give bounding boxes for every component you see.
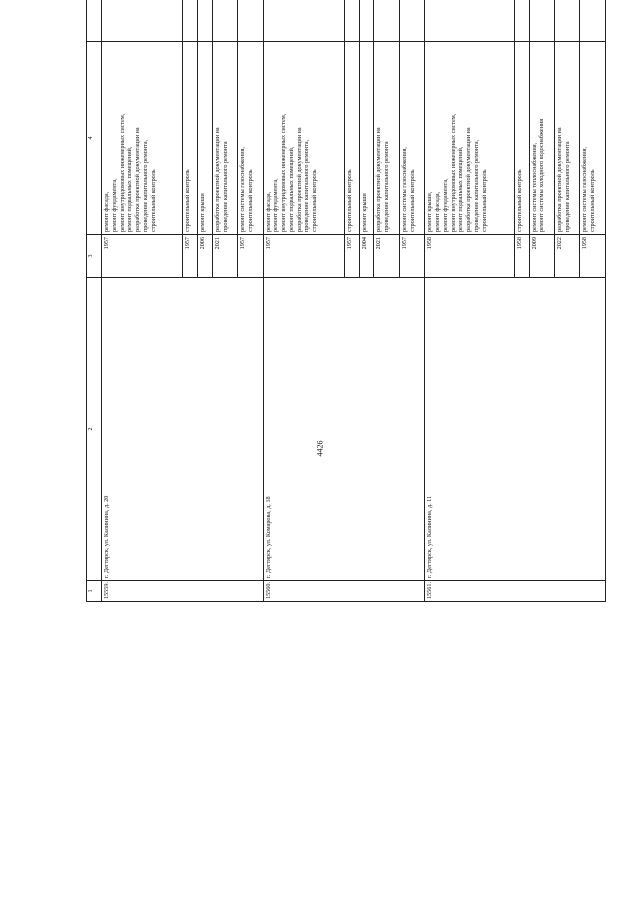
year-cell: 1957	[399, 235, 424, 278]
work-item: ремонт внутридомовых инженерных систем,	[118, 113, 126, 232]
building-number: 15559.	[102, 581, 264, 602]
work-item: проведение капитального ремонта	[383, 141, 391, 232]
year-cell: 2004	[359, 235, 374, 278]
work-item: строительный контроль	[311, 169, 319, 232]
table-row	[263, 0, 344, 602]
work-item: разработка проектной документации на	[213, 127, 221, 232]
works-cell	[344, 42, 359, 235]
work-item: строительный контроль	[184, 169, 192, 232]
work-item: проведение капитального ремонта	[563, 141, 571, 232]
building-number: 15560.	[263, 581, 425, 602]
year-cell: 1957	[183, 235, 198, 278]
work-item: ремонт крыши	[199, 193, 207, 232]
building-address: г. Дегтярск, ул. Калинина, д. 11	[425, 278, 606, 581]
column-number: 1	[87, 581, 102, 602]
work-item: ремонт системы газоснабжения,	[400, 147, 408, 232]
work-item: строительный контроль	[589, 169, 597, 232]
column-number: 2	[87, 278, 102, 581]
period-cell	[399, 0, 424, 42]
column-number-row	[87, 0, 102, 602]
works-cell	[359, 42, 374, 235]
column-number: 3	[87, 235, 102, 278]
works-cell	[425, 42, 514, 235]
work-item: ремонт фундамента,	[441, 178, 449, 232]
work-item: строительный контроль	[149, 169, 157, 232]
work-item: разработка проектной документации на	[134, 127, 142, 232]
period-cell	[374, 0, 399, 42]
work-item: ремонт подвальных помещений,	[457, 146, 465, 232]
period-cell	[529, 0, 554, 42]
works-cell	[198, 42, 213, 235]
work-item: проведение капитального ремонта	[221, 141, 229, 232]
year-cell: 1958	[425, 235, 514, 278]
works-cell	[183, 42, 198, 235]
work-item: разработка проектной документации на	[295, 127, 303, 232]
work-item: разработка проектной документации на	[375, 127, 383, 232]
table-row	[425, 0, 514, 602]
work-item: разработка проектной документации на	[465, 127, 473, 232]
work-item: ремонт фундамента,	[272, 178, 280, 232]
year-cell: 2021	[374, 235, 399, 278]
period-cell	[212, 0, 237, 42]
work-item: проведение капитального ремонта,	[303, 139, 311, 232]
year-cell: 1957	[102, 235, 183, 278]
year-cell: 2021	[212, 235, 237, 278]
work-item: ремонт фасада,	[434, 191, 442, 232]
works-cell	[580, 42, 606, 235]
period-cell	[263, 0, 344, 42]
work-item: ремонт фундамента,	[110, 178, 118, 232]
year-cell: 1957	[263, 235, 344, 278]
period-cell	[554, 0, 579, 42]
column-number	[87, 0, 102, 42]
work-item: ремонт фасада,	[264, 191, 272, 232]
period-cell	[238, 0, 263, 42]
work-item: строительный контроль	[408, 169, 416, 232]
work-item: строительный контроль	[480, 169, 488, 232]
work-item: ремонт системы холодного водоснабжения	[538, 118, 546, 232]
building-number: 15561.	[425, 581, 606, 602]
year-cell: 2006	[198, 235, 213, 278]
column-number: 4	[87, 42, 102, 235]
work-item: строительный контроль	[345, 169, 353, 232]
works-cell	[554, 42, 579, 235]
table-stage	[86, 0, 606, 602]
year-cell: 2022	[554, 235, 579, 278]
work-item: строительный контроль	[247, 169, 255, 232]
period-cell	[425, 0, 514, 42]
year-cell: 1958	[514, 235, 529, 278]
work-item: ремонт внутридомовых инженерных систем,	[449, 113, 457, 232]
building-address: г. Дегтярск, ул. Комарова, д. 18	[263, 278, 425, 581]
repair-schedule-table	[86, 0, 606, 602]
building-address: г. Дегтярск, ул. Калинина, д. 20	[102, 278, 264, 581]
period-cell	[580, 0, 606, 42]
page-number: 4426	[315, 440, 325, 457]
works-cell	[238, 42, 263, 235]
work-item: ремонт системы теплоснабжения,	[530, 142, 538, 232]
works-cell	[212, 42, 237, 235]
period-cell	[359, 0, 374, 42]
year-cell: 1957	[344, 235, 359, 278]
work-item: ремонт подвальных помещений,	[126, 146, 134, 232]
works-cell	[514, 42, 529, 235]
work-item: ремонт крыши,	[426, 191, 434, 232]
period-cell	[102, 0, 183, 42]
works-cell	[374, 42, 399, 235]
work-item: ремонт внутридомовых инженерных систем,	[280, 113, 288, 232]
work-item: проведение капитального ремонта,	[472, 139, 480, 232]
work-item: строительный контроль	[515, 169, 523, 232]
work-item: ремонт системы газоснабжения,	[239, 147, 247, 232]
year-cell: 1957	[238, 235, 263, 278]
work-item: ремонт системы газоснабжения,	[581, 147, 589, 232]
work-item: проведение капитального ремонта,	[141, 139, 149, 232]
period-cell	[198, 0, 213, 42]
work-item: ремонт фасада,	[103, 191, 111, 232]
table-row	[102, 0, 183, 602]
period-cell	[183, 0, 198, 42]
year-cell: 2009	[529, 235, 554, 278]
works-cell	[529, 42, 554, 235]
works-cell	[263, 42, 344, 235]
year-cell: 1958	[580, 235, 606, 278]
works-cell	[102, 42, 183, 235]
works-cell	[399, 42, 424, 235]
work-item: разработка проектной документации на	[555, 127, 563, 232]
period-cell	[344, 0, 359, 42]
period-cell	[514, 0, 529, 42]
work-item: ремонт крыши	[360, 193, 368, 232]
work-item: ремонт подвальных помещений,	[287, 146, 295, 232]
